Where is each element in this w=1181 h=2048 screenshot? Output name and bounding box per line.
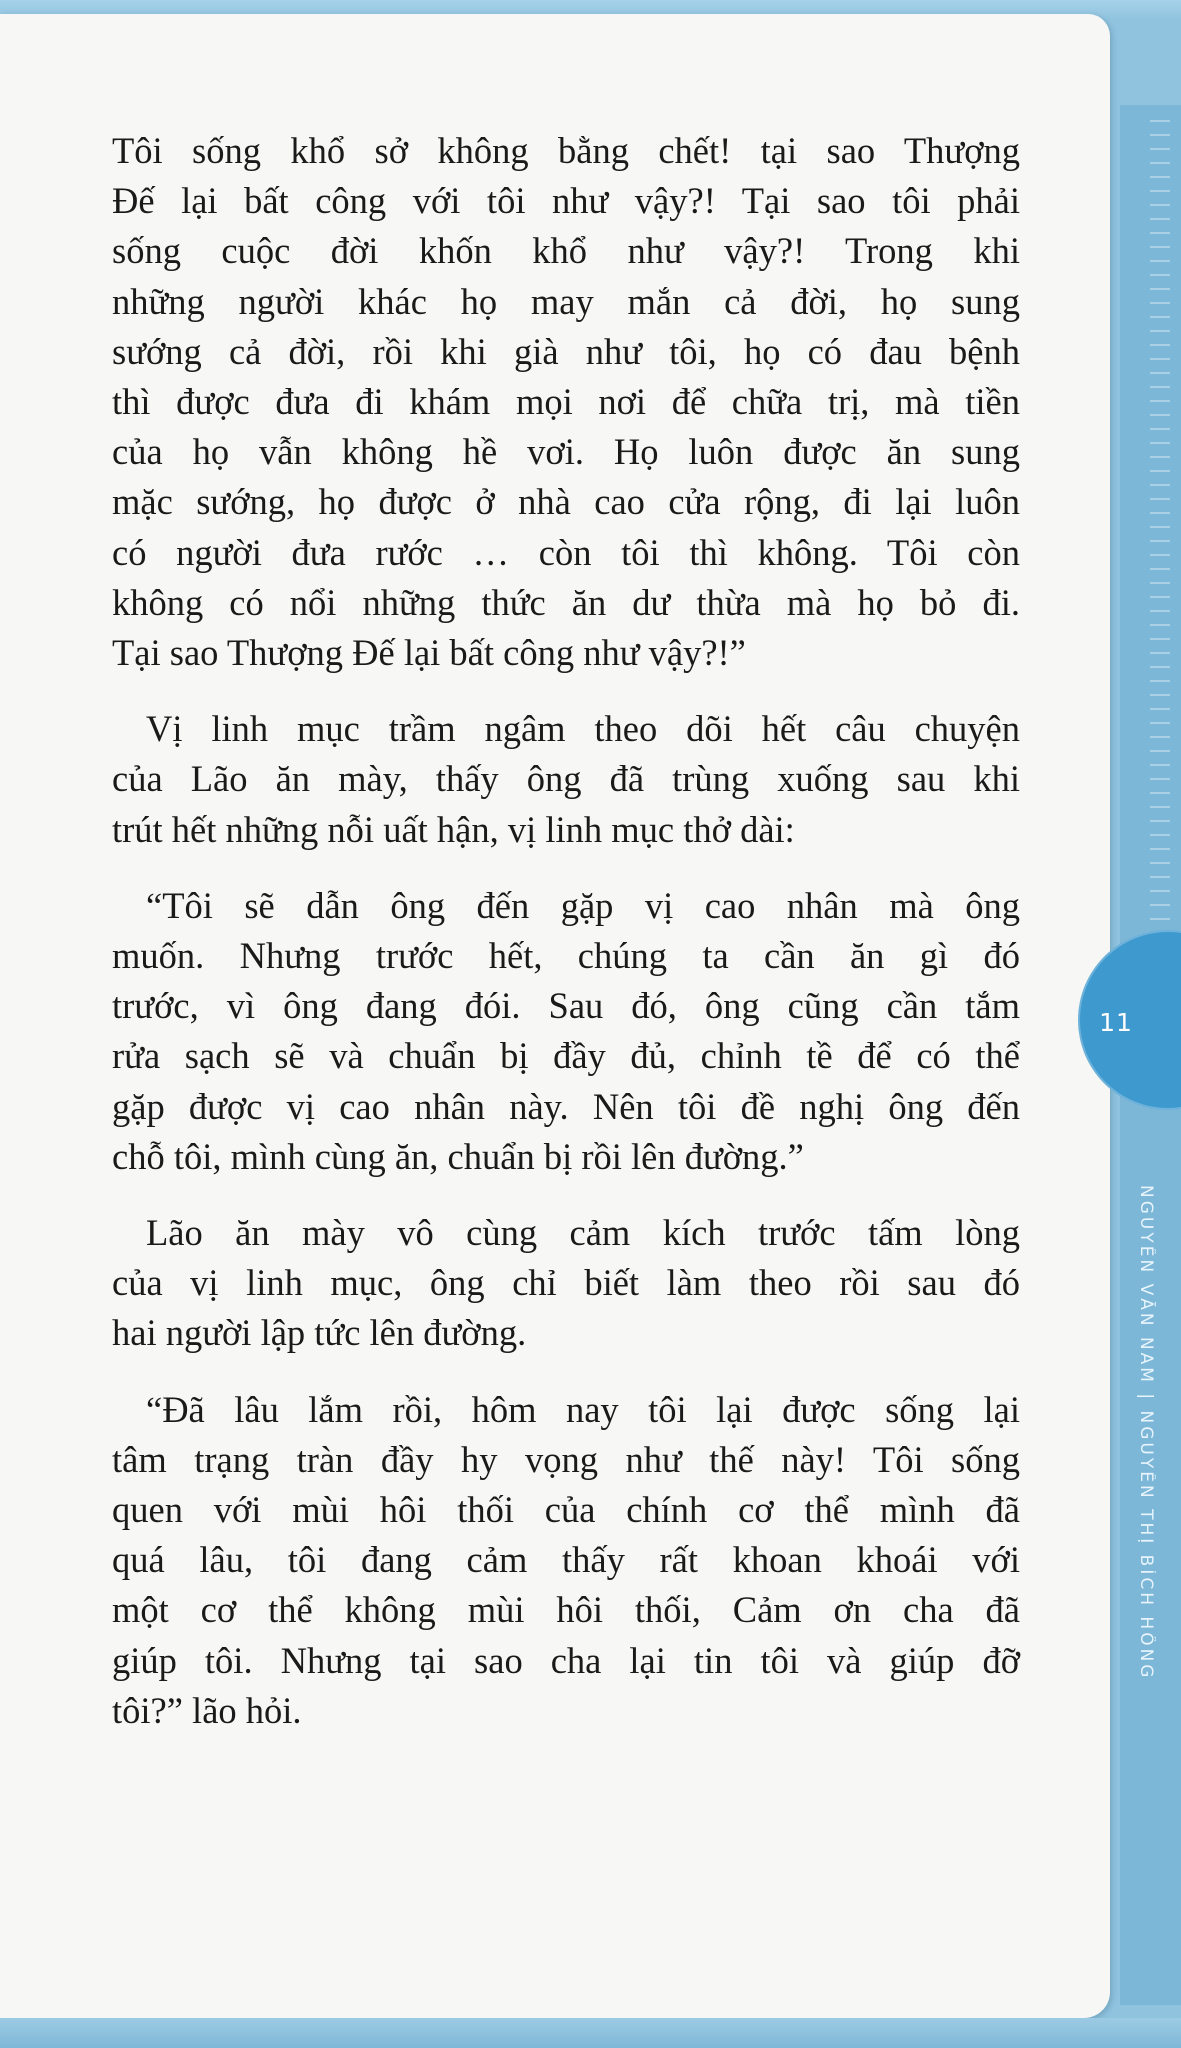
text-line: “Đã lâu lắm rồi, hôm nay tôi lại được sống lại <box>146 1388 1020 1430</box>
text-line: có người đưa rước … còn tôi thì không. Tôi còn <box>112 531 1020 573</box>
text-line: Lão ăn mày vô cùng cảm kích trước tấm lòng <box>146 1212 1020 1254</box>
text-line: trút hết những nỗi uất hận, vị linh mục thở dài: <box>112 808 795 850</box>
text-line: tâm trạng tràn đầy hy vọng như thế này! Tôi sống <box>112 1438 1020 1480</box>
text-line: một cơ thể không mùi hôi thối, Cảm ơn cha đã <box>112 1589 1020 1631</box>
text-line: Vị linh mục trầm ngâm theo dõi hết câu chuyện <box>146 708 1020 750</box>
text-line: những người khác họ may mắn cả đời, họ sung <box>112 280 1020 322</box>
text-line: quen với mùi hôi thối của chính cơ thể mình đã <box>112 1489 1020 1531</box>
text-line: Tôi sống khổ sở không bằng chết! tại sao Thượng <box>112 130 1020 171</box>
text-line: tôi?” lão hỏi. <box>112 1689 302 1731</box>
page-number: 11 <box>1099 1008 1133 1037</box>
text-line: “Tôi sẽ dẫn ông đến gặp vị cao nhân mà ông <box>146 884 1020 926</box>
text-line: muốn. Nhưng trước hết, chúng ta cần ăn gì đó <box>112 935 1020 977</box>
paragraph-5 <box>112 1385 1020 1736</box>
paragraph-2 <box>112 704 1020 855</box>
text-line: rửa sạch sẽ và chuẩn bị đầy đủ, chỉnh tề để có thể <box>112 1035 1020 1077</box>
text-line: thì được đưa đi khám mọi nơi để chữa trị, mà tiền <box>112 381 1020 423</box>
text-line: của họ vẫn không hề vơi. Họ luôn được ăn sung <box>112 431 1020 473</box>
text-line: hai người lập tức lên đường. <box>112 1312 527 1354</box>
text-line: của vị linh mục, ông chỉ biết làm theo rồi sau đó <box>112 1262 1020 1304</box>
text-line: sống cuộc đời khốn khổ như vậy?! Trong khi <box>112 230 1020 272</box>
text-line: mặc sướng, họ được ở nhà cao cửa rộng, đi lại luôn <box>112 481 1020 523</box>
text-line: giúp tôi. Nhưng tại sao cha lại tin tôi và giúp đỡ <box>112 1639 1020 1681</box>
text-line: Đế lại bất công với tôi như vậy?! Tại sao tôi phải <box>112 180 1020 222</box>
running-head-authors: NGUYỄN VĂN NAM | NGUYỄN THỊ BÍCH HỒNG <box>1136 1185 1156 1681</box>
paragraph-4 <box>112 1208 1020 1359</box>
text-line: không có nổi những thức ăn dư thừa mà họ bỏ đi. <box>112 581 1020 623</box>
paragraph-1 <box>112 126 1020 678</box>
text-line: quá lâu, tôi đang cảm thấy rất khoan khoái với <box>112 1539 1020 1581</box>
text-line: Tại sao Thượng Đế lại bất công như vậy?!” <box>112 632 746 674</box>
text-line: trước, vì ông đang đói. Sau đó, ông cũng cần tắm <box>112 985 1020 1027</box>
body-text <box>112 126 1020 1762</box>
text-line: sướng cả đời, rồi khi già như tôi, họ có đau bệnh <box>112 330 1020 372</box>
text-line: của Lão ăn mày, thấy ông đã trùng xuống sau khi <box>112 758 1020 800</box>
text-line: gặp được vị cao nhân này. Nên tôi đề nghị ông đến <box>112 1085 1020 1127</box>
ruler-marks <box>1150 120 1170 940</box>
text-line: chỗ tôi, mình cùng ăn, chuẩn bị rồi lên đường.” <box>112 1135 804 1177</box>
background-bottom-edge <box>0 2018 1181 2048</box>
paragraph-3 <box>112 881 1020 1182</box>
